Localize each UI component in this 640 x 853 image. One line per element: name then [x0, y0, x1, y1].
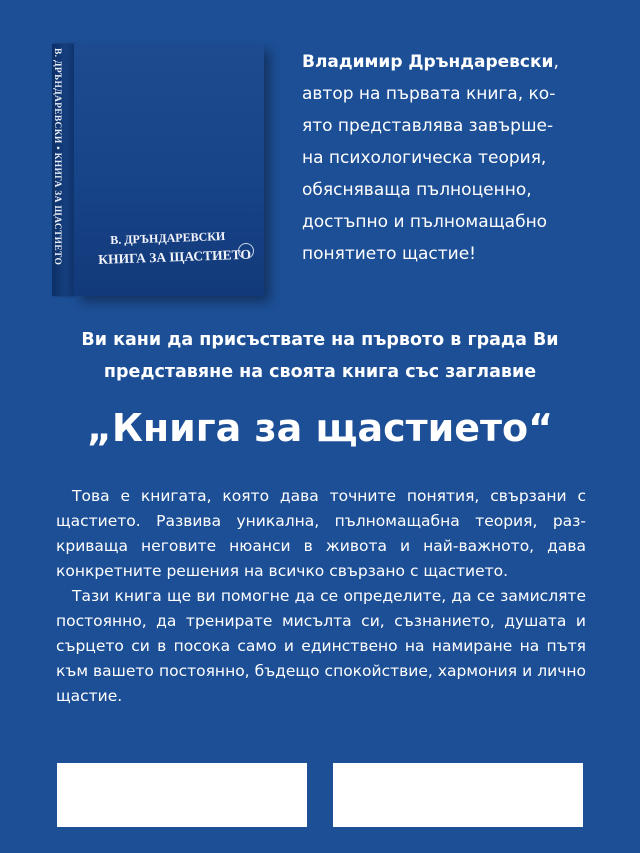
intro-line: ято представлява завърше- [302, 116, 554, 136]
intro-line: на психологическа теория, [302, 148, 547, 168]
author-intro [302, 46, 586, 270]
book-description [56, 484, 586, 709]
invitation-text [0, 324, 640, 388]
blank-info-box-left [57, 763, 307, 827]
description-paragraph: Тази книга ще ви помогне да се определите, да се замисляте постоянно, да тренирате мисълта си, съзнанието, душата и сърцето си в посока само и единствено на намиране на пътя към вашето постоянно, бъдещо спокойствие, хармония и лично щастие. [56, 587, 586, 705]
description-paragraph: Това е книгата, която дава точните понятия, свързани с щастието. Развива уникална, пълномащабна теория, разкриваща неговите нюанси в живота и най-важното, дава конкретните решения на всичко свързано с щастието. [56, 487, 586, 580]
invitation-line: представяне на своята книга със заглавие [103, 362, 537, 382]
blank-info-box-right [333, 763, 583, 827]
intro-line: обясняваща пълноценно, [302, 180, 532, 200]
book-cover-title: КНИГА ЗА ЩАСТИЕТО [98, 246, 252, 267]
intro-line: понятието щастие! [302, 244, 476, 264]
book-cover-author: В. ДРЪНДАРЕВСКИ [110, 228, 226, 247]
book-headline: „Книга за щастието“ [86, 406, 554, 450]
intro-line: достъпно и пълномащабно [302, 212, 548, 232]
publisher-logo-icon [238, 243, 254, 259]
author-name-line: Владимир Дръндаревски, [302, 52, 559, 72]
invitation-line: Ви кани да присъствате на първото в града Ви [81, 330, 559, 350]
author-name: Владимир Дръндаревски [302, 52, 554, 72]
intro-line: автор на първата книга, ко- [302, 84, 556, 104]
